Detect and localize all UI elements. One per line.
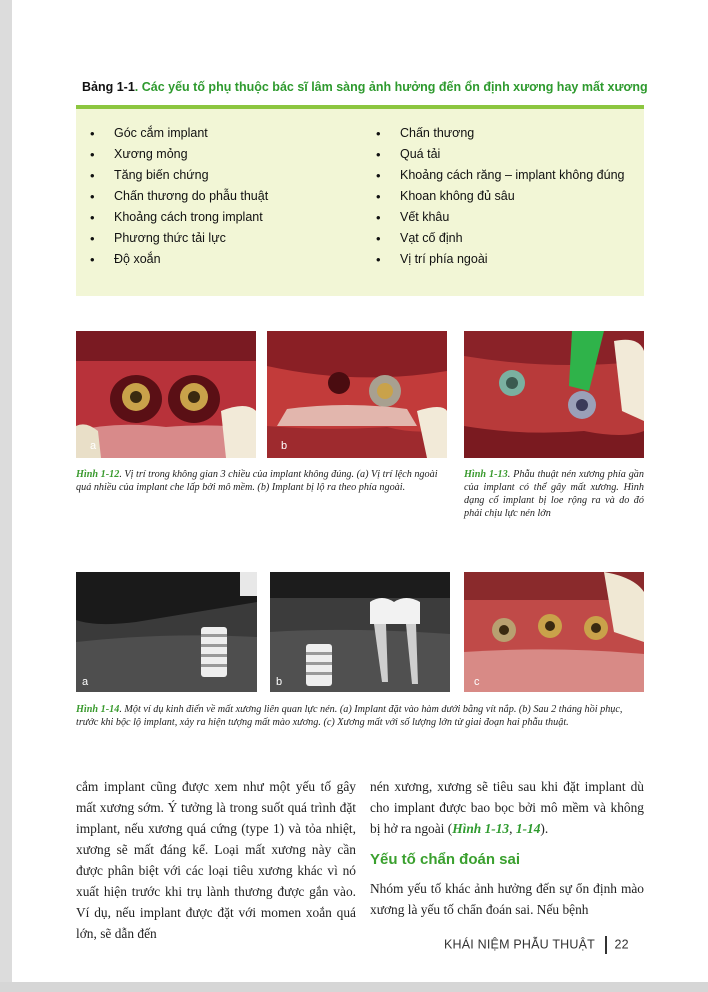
table-title [82, 80, 648, 94]
caption-text: . Vị trí trong không gian 3 chiều của implant không đúng. (a) Vị trí lệch ngoài quá nhiều của implant che lấp bởi mô mềm. (b) Implant bị lộ ra theo phía ngoài. [76, 469, 438, 493]
table-right-column [362, 123, 624, 270]
page [12, 0, 708, 992]
caption-label: Hình 1-12 [76, 469, 120, 480]
figure-13-caption [464, 468, 644, 520]
table-box [76, 109, 644, 296]
photo-label: b [276, 676, 283, 688]
list-item: • Chấn thương do phẫu thuật [76, 186, 268, 207]
figure-reference[interactable]: 1-14 [515, 821, 541, 836]
list-item: • Vết khâu [362, 207, 624, 228]
list-item: • Góc cắm implant [76, 123, 268, 144]
figure-reference[interactable]: Hình 1-13 [452, 821, 510, 836]
body-paragraph: cắm implant cũng được xem như một yếu tố gây mất xương sớm. Ý tưởng là trong suốt quá trình đặt implant, nếu xương quá cứng (type 1) và tỏa nhiệt, xương sẽ mất đáng kể. Loại mất xương này cần được phân biệt với các loại tiêu xương khác vì nó xuất hiện trước khi trụ lành thương được gắn vào. Ví dụ, nếu implant được đặt với momen xoắn quá lớn, sẽ dẫn đến [76, 779, 356, 941]
caption-text: . Phẫu thuật nén xương phía gần của implant có thể gây mất xương. Hình dạng cổ implant bị loe rộng ra và do đó phải chịu lực nén lớn [464, 469, 644, 519]
figure-13-photo [464, 331, 644, 458]
body-text: , [509, 821, 516, 836]
figure-12a-photo [76, 331, 256, 458]
chapter-title: KHÁI NIỆM PHẪU THUẬT [444, 937, 596, 952]
body-text: nén xương, xương sẽ tiêu sau khi đặt implant dù cho implant được bao bọc bởi mô mềm và không bị hở ra ngoài ( [370, 779, 644, 836]
figure-14-caption [76, 703, 644, 729]
list-item: • Chấn thương [362, 123, 624, 144]
list-item: • Vạt cố định [362, 228, 624, 249]
list-item: • Vị trí phía ngoài [362, 249, 624, 270]
list-item: • Độ xoắn [76, 249, 268, 270]
caption-label: Hình 1-14 [76, 704, 120, 715]
list-item: • Tăng biến chứng [76, 165, 268, 186]
list-item: • Khoan không đủ sâu [362, 186, 624, 207]
body-text: ). [540, 821, 549, 836]
list-item: • Xương mỏng [76, 144, 268, 165]
body-column-left [76, 776, 356, 944]
figure-12b-photo [267, 331, 447, 458]
caption-text: . Một ví dụ kinh điển về mất xương liên quan lực nén. (a) Implant đặt vào hàm dưới bằng vít nắp. (b) Sau 2 tháng hồi phục, trước khi bộc lộ implant, xảy ra hiện tượng mất mào xương. (c) Xương mất với số lượng lớn từ giai đoạn hai phẫu thuật. [76, 704, 623, 728]
photo-label: a [90, 440, 97, 452]
figure-14c-photo [464, 572, 644, 692]
page-edge [0, 982, 708, 992]
list-item: • Khoảng cách trong implant [76, 207, 268, 228]
table-left-column [76, 123, 268, 270]
footer-divider [605, 936, 607, 954]
table-title-text: . Các yếu tố phụ thuộc bác sĩ lâm sàng ảnh hưởng đến ổn định xương hay mất xương [134, 80, 648, 94]
photo-label: a [82, 676, 89, 688]
page-footer [444, 936, 629, 954]
photo-label: b [281, 440, 288, 452]
figure-12-caption [76, 468, 448, 494]
page-number: 22 [614, 937, 629, 952]
caption-label: Hình 1-13 [464, 469, 508, 480]
list-item: • Phương thức tải lực [76, 228, 268, 249]
photo-label: c [474, 676, 480, 688]
figure-14a-photo [76, 572, 257, 692]
body-paragraph: Nhóm yếu tố khác ảnh hưởng đến sự ổn định mào xương là yếu tố chẩn đoán sai. Nếu bệnh [370, 881, 644, 917]
body-column-right [370, 776, 644, 920]
figure-14b-photo [270, 572, 450, 692]
section-heading: Yếu tố chẩn đoán sai [370, 851, 521, 868]
table-number: Bảng 1-1 [82, 80, 135, 94]
list-item: • Quá tải [362, 144, 624, 165]
list-item: • Khoảng cách răng – implant không đúng [362, 165, 624, 186]
body-paragraph [370, 776, 644, 839]
